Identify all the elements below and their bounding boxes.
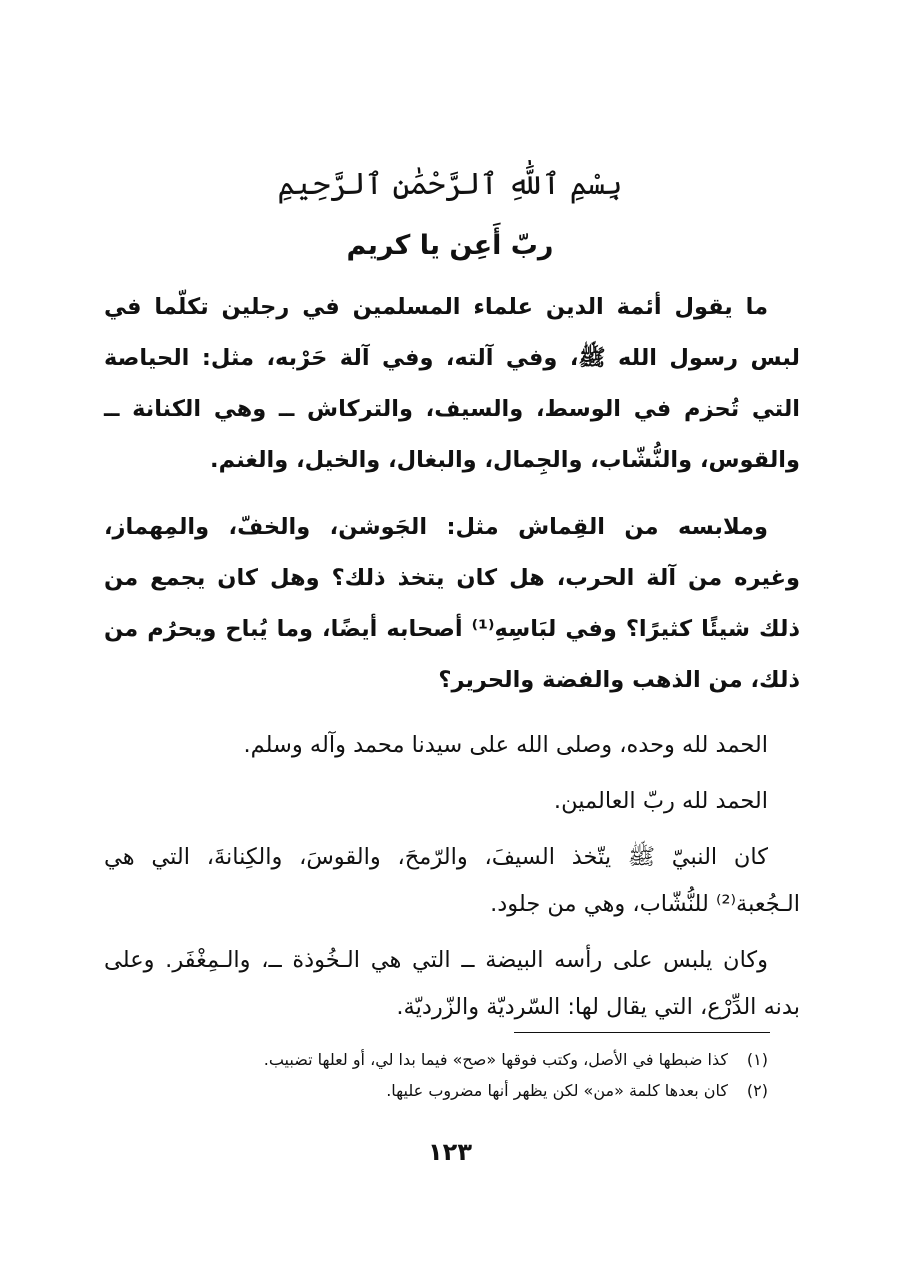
- question-paragraph: ما يقول أئمة الدين علماء المسلمين في رجلين تكلّما في لبس رسول الله ﷺ، وفي آلته، وفي آلة حَرْبه، مثل: الحياصة التي تُحزم في الوسط، والسيف، والتركاش ــ وهي الكنانة ــ والقوس، والنُّشّاب، والجِمال، والبغال، والخيل، والغنم.: [104, 294, 800, 473]
- page-number: ١٢٣: [428, 1138, 472, 1166]
- answer-paragraph: كان النبيّ ﷺ يتّخذ السيفَ، والرّمحَ، والقوسَ، والكِنانةَ، التي هي الـجُعبة⁽²⁾ للنُّشّاب، وهي من جلود.: [104, 844, 800, 917]
- question-paragraph: وملابسه من القِماش مثل: الجَوشن، والخفّ، والمِهماز، وغيره من آلة الحرب، هل كان يتخذ ذلك؟ وهل كان يجمع من ذلك شيئًا كثيرًا؟ وفي لبَاسِهِ⁽¹⁾ أصحابه أيضًا، وما يُباح ويحرُم من ذلك، من الذهب والفضة والحرير؟: [104, 514, 800, 693]
- footnote-separator: [514, 1032, 770, 1033]
- answer-paragraph: الحمد لله ربّ العالمين.: [553, 788, 768, 814]
- footnote-text: كان بعدها كلمة «من» لكن يظهر أنها مضروب عليها.: [386, 1081, 728, 1100]
- footnote-number: (٢): [746, 1081, 768, 1100]
- answer-section: [104, 722, 800, 1031]
- basmala-heading: بِسْمِ ٱللَّٰهِ ٱلرَّحْمَٰنِ ٱلرَّحِيمِ: [277, 167, 623, 202]
- question-section: [104, 282, 800, 706]
- opening-invocation: ربّ أَعِن يا كريم: [346, 230, 554, 261]
- footnote-number: (١): [746, 1050, 768, 1069]
- footnote: [104, 1044, 768, 1075]
- footnote: [104, 1075, 768, 1106]
- answer-paragraph: وكان يلبس على رأسه البيضة ــ التي هي الـخُوذة ــ، والـمِغْفَر. وعلى بدنه الدِّرْع، التي يقال لها: السّرديّة والزّرديّة.: [104, 947, 800, 1020]
- footnotes: [104, 1044, 768, 1106]
- main-text: [104, 282, 800, 1040]
- answer-paragraph: الحمد لله وحده، وصلى الله على سيدنا محمد وآله وسلم.: [243, 732, 768, 758]
- footnote-text: كذا ضبطها في الأصل، وكتب فوقها «صح» فيما بدا لي، أو لعلها تضبيب.: [263, 1050, 728, 1069]
